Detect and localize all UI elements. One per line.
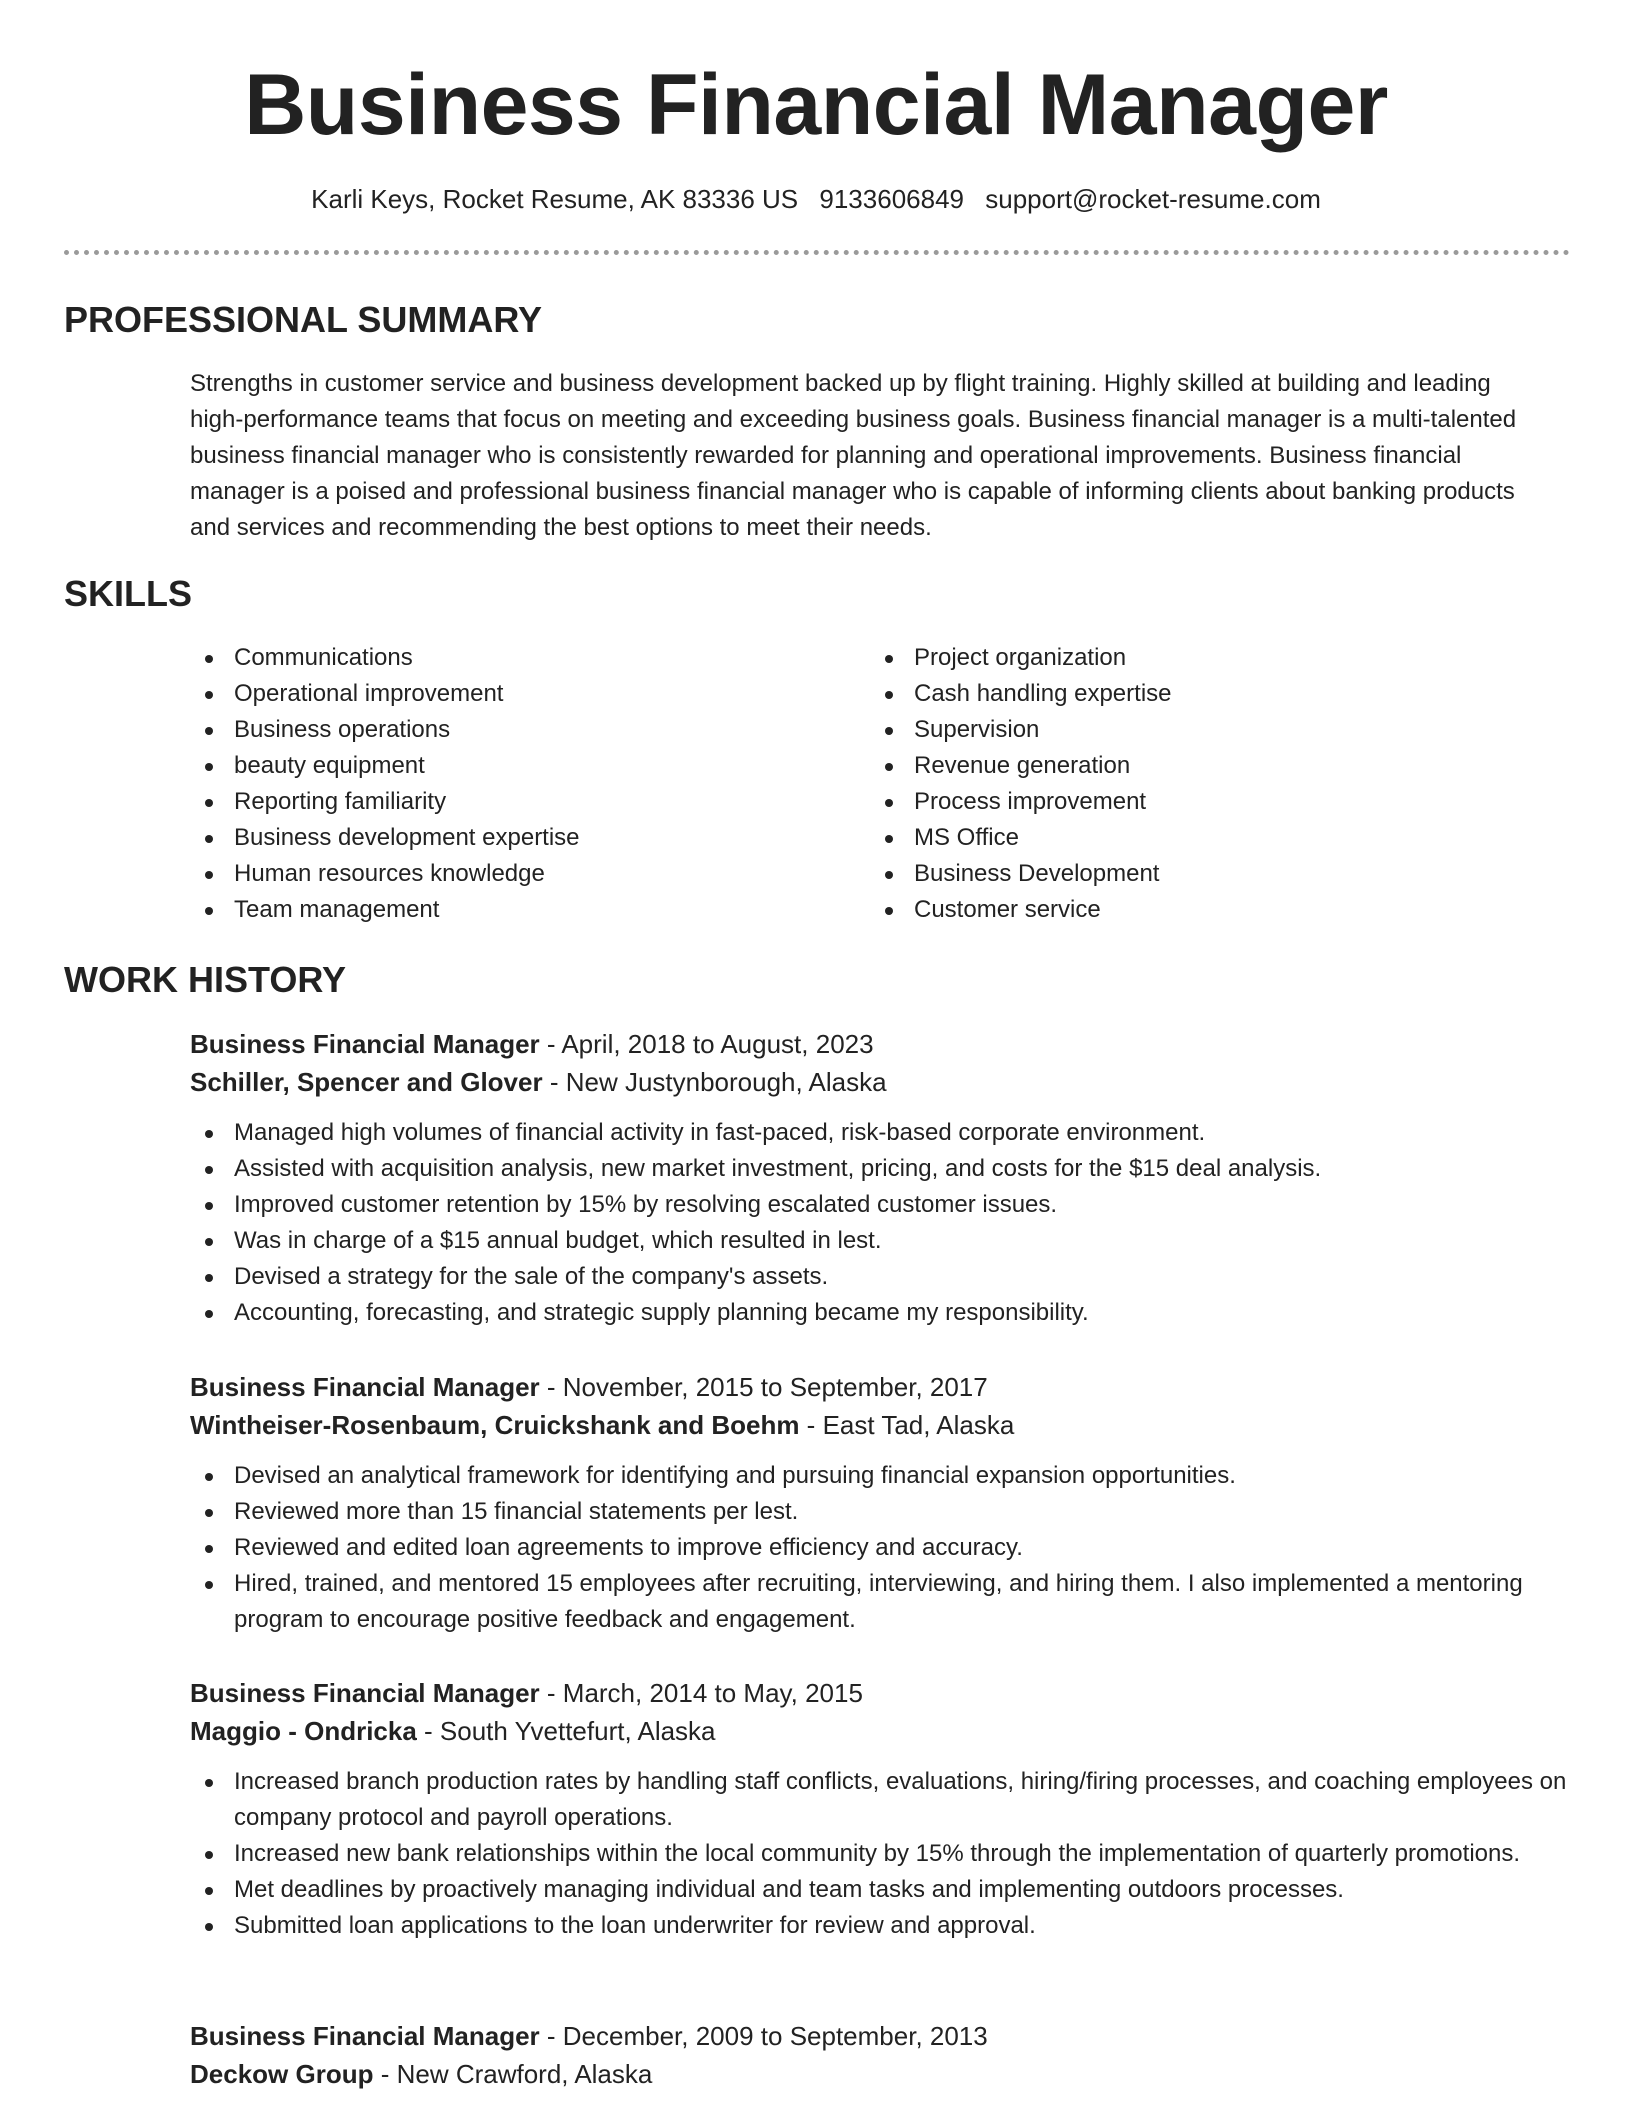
contact-line [0,182,1632,216]
job-company-line: Deckow Group - New Crawford, Alaska [190,2059,653,2089]
skill-item: MS Office [870,820,1490,856]
skill-item: Operational improvement [190,676,810,712]
job-bullet: Assisted with acquisition analysis, new market investment, pricing, and costs for the $15 deal analysis. [190,1151,1570,1187]
job-entry [190,1368,1570,1638]
job-title-line: Business Financial Manager - November, 2015 to September, 2017 [190,1372,988,1402]
skill-item: Cash handling expertise [870,676,1490,712]
job-location: South Yvettefurt, Alaska [439,1716,716,1746]
job-company: Deckow Group [190,2059,374,2089]
job-company-line: Maggio - Ondricka - South Yvettefurt, Alaska [190,1716,716,1746]
header-divider [64,250,1570,255]
job-bullet: Met deadlines by proactively managing individual and team tasks and implementing outdoors processes. [190,1872,1570,1908]
skill-item: Team management [190,892,810,928]
job-bullets [190,1458,1570,1638]
job-bullet: Accounting, forecasting, and strategic supply planning became my responsibility. [190,1295,1570,1331]
skill-item: Communications [190,640,810,676]
job-bullet: Improved customer retention by 15% by resolving escalated customer issues. [190,1187,1570,1223]
job-title: Business Financial Manager [190,2021,540,2051]
skill-item: Business operations [190,712,810,748]
work-history-heading: WORK HISTORY [64,959,347,1000]
job-location: New Justynborough, Alaska [565,1067,887,1097]
skill-item: beauty equipment [190,748,810,784]
job-bullet: Devised an analytical framework for identifying and pursuing financial expansion opportunities. [190,1458,1570,1494]
summary-text: Strengths in customer service and business development backed up by flight training. Highly skilled at building and leading high-performance teams that focus on meeting and exceeding business goals. Business financial manager is a multi-talented business financial manager who is consistently rewarded for planning and operational improvements. Business financial manager is a poised and professional business financial manager who is capable of informing clients about banking products and services and recommending the best options to meet their needs. [190,370,1517,541]
job-company-line: Wintheiser-Rosenbaum, Cruickshank and Boehm - East Tad, Alaska [190,1410,1015,1440]
skill-item: Project organization [870,640,1490,676]
job-dates: December, 2009 to September, 2013 [562,2021,988,2051]
job-bullet: Reviewed more than 15 financial statements per lest. [190,1494,1570,1530]
job-location: East Tad, Alaska [822,1410,1015,1440]
job-bullet: Was in charge of a $15 annual budget, which resulted in lest. [190,1223,1570,1259]
skill-item: Business development expertise [190,820,810,856]
job-dates: November, 2015 to September, 2017 [562,1372,988,1402]
contact-address: Karli Keys, Rocket Resume, AK 83336 US [311,184,799,214]
skill-item: Process improvement [870,784,1490,820]
job-entry [190,2017,1570,2093]
job-title: Business Financial Manager [190,1678,540,1708]
job-bullet: Devised a strategy for the sale of the company's assets. [190,1259,1570,1295]
job-bullet: Reviewed and edited loan agreements to improve efficiency and accuracy. [190,1530,1570,1566]
skill-item: Human resources knowledge [190,856,810,892]
skills-list-right [870,640,1490,928]
skills-heading: SKILLS [64,573,193,614]
job-bullet: Hired, trained, and mentored 15 employees after recruiting, interviewing, and hiring them. I also implemented a mentoring program to encourage positive feedback and engagement. [190,1566,1570,1638]
job-bullet: Increased new bank relationships within the local community by 15% through the implementation of quarterly promotions. [190,1836,1570,1872]
skill-item: Reporting familiarity [190,784,810,820]
job-title: Business Financial Manager [190,1029,540,1059]
job-company: Maggio - Ondricka [190,1716,417,1746]
job-title: Business Financial Manager [190,1372,540,1402]
job-title-line: Business Financial Manager - December, 2009 to September, 2013 [190,2021,988,2051]
job-bullets [190,1764,1570,1944]
contact-email: support@rocket-resume.com [985,184,1321,214]
job-company: Wintheiser-Rosenbaum, Cruickshank and Boehm [190,1410,800,1440]
contact-phone: 9133606849 [819,184,964,214]
job-title-line: Business Financial Manager - April, 2018 to August, 2023 [190,1029,874,1059]
job-location: New Crawford, Alaska [396,2059,653,2089]
skill-item: Supervision [870,712,1490,748]
resume-title: Business Financial Manager [244,57,1388,153]
job-entry [190,1674,1570,1944]
job-dates: April, 2018 to August, 2023 [561,1029,874,1059]
job-bullets [190,1115,1570,1331]
summary-heading: PROFESSIONAL SUMMARY [64,299,543,340]
job-bullet: Managed high volumes of financial activity in fast-paced, risk-based corporate environment. [190,1115,1570,1151]
job-bullet: Submitted loan applications to the loan underwriter for review and approval. [190,1908,1570,1944]
job-dates: March, 2014 to May, 2015 [562,1678,863,1708]
job-title-line: Business Financial Manager - March, 2014 to May, 2015 [190,1678,863,1708]
skill-item: Business Development [870,856,1490,892]
skill-item: Customer service [870,892,1490,928]
skill-item: Revenue generation [870,748,1490,784]
job-company: Schiller, Spencer and Glover [190,1067,543,1097]
job-entry [190,1025,1570,1331]
skills-list-left [190,640,810,928]
job-bullet: Increased branch production rates by handling staff conflicts, evaluations, hiring/firing processes, and coaching employees on company protocol and payroll operations. [190,1764,1570,1836]
job-company-line: Schiller, Spencer and Glover - New Justynborough, Alaska [190,1067,887,1097]
